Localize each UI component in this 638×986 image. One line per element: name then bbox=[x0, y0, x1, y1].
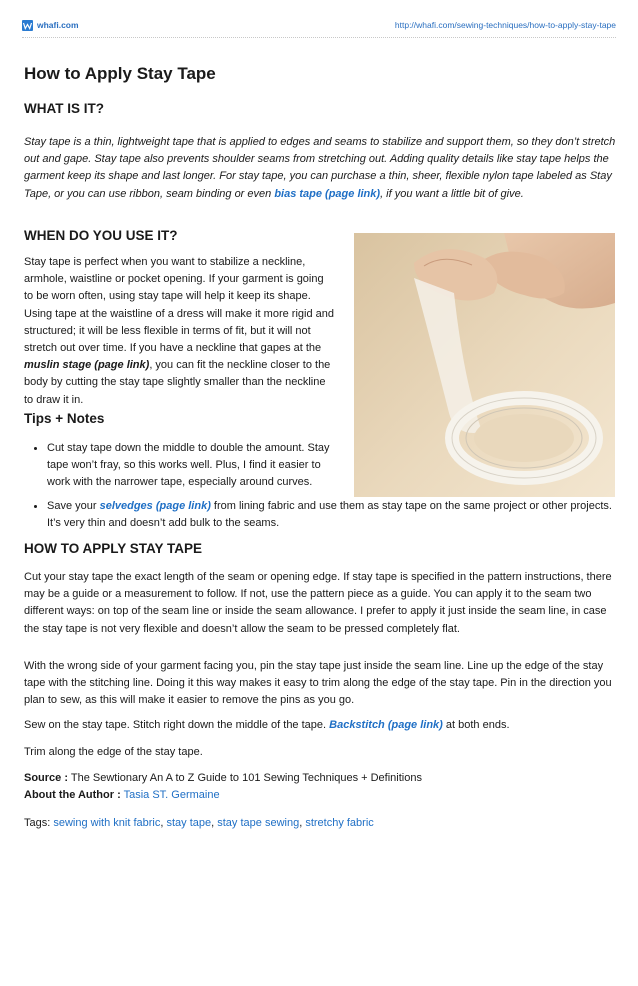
backstitch-link[interactable]: Backstitch (page link) bbox=[329, 719, 443, 731]
selvedges-link[interactable]: selvedges (page link) bbox=[99, 499, 211, 512]
source-text: The Sewtionary An A to Z Guide to 101 Sewing Techniques + Definitions bbox=[68, 772, 422, 784]
author-label: About the Author : bbox=[24, 789, 121, 802]
tags-label: Tags: bbox=[24, 817, 54, 829]
tag-link[interactable]: sewing with knit fabric bbox=[53, 817, 161, 829]
page-url-link[interactable]: http://whafi.com/sewing-techniques/how-to-apply-stay-tape bbox=[394, 20, 616, 30]
how-paragraph-3 bbox=[24, 717, 616, 734]
how-p3-text-a: Sew on the stay tape. Stitch right down the middle of the tape. bbox=[24, 719, 330, 731]
bias-tape-link[interactable]: bias tape (page link) bbox=[274, 187, 381, 200]
what-text-b: , if you want a little bit of give. bbox=[380, 187, 524, 200]
list-item bbox=[24, 498, 616, 532]
how-paragraph-4: Trim along the edge of the stay tape. bbox=[24, 746, 203, 758]
when-text-a: Stay tape is perfect when you want to stabilize a neckline, armhole, waistline or pocket opening. If your garment is going to be worn often, using stay tape will help it keep its shape. Using tape at the waistline of a dress will make it more rigid and structured; it will be less flexible in terms of fit, but it will not stretch out over time. If you have a neckline that gapes at the bbox=[24, 256, 334, 355]
how-paragraph-2: With the wrong side of your garment facing you, pin the stay tape just inside the seam line. Line up the edge of the stay tape with the stitching line. Doing it this way makes it easy to trim along the edge of the stay tape. Pin in the direction you plan to sew, as this will make it easier to remove the pins as you go. bbox=[24, 660, 612, 707]
source-label: Source : bbox=[24, 772, 69, 784]
tag-link[interactable]: stay tape sewing bbox=[217, 817, 300, 829]
page-header bbox=[22, 20, 616, 34]
how-to-apply-heading: HOW TO APPLY STAY TAPE bbox=[24, 541, 203, 556]
header-divider bbox=[22, 37, 616, 38]
author-link[interactable]: Tasia ST. Germaine bbox=[123, 789, 220, 802]
whafi-logo-icon bbox=[22, 20, 33, 31]
when-heading: WHEN DO YOU USE IT? bbox=[24, 228, 178, 243]
when-text-b: , you can fit the neckline closer to the body by cutting the stay tape slightly smaller than the neckline to draw it in. bbox=[24, 359, 331, 406]
site-name-link[interactable]: whafi.com bbox=[37, 20, 79, 30]
tag-link[interactable]: stretchy fabric bbox=[305, 817, 374, 829]
tags-line: Tags: sewing with knit fabric, stay tape, stay tape sewing, stretchy fabric bbox=[24, 817, 374, 829]
list-item bbox=[24, 440, 616, 492]
tip-1-text: Cut stay tape down the middle to double the amount. Stay tape won’t fray, so this works well. Plus, I find it easier to work with the narrower tape, especially around curves. bbox=[47, 442, 330, 489]
when-paragraph bbox=[24, 254, 334, 409]
what-text-a: Stay tape is a thin, lightweight tape that is applied to edges and seams to stabilize and support them, so they don’t stretch out and gape. Stay tape also prevents shoulder seams from stretching out. Adding quality details like stay tape helps the garment keep its shape and last longer. For stay tape, you can purchase a thin, sheer, flexible nylon tape labeled as Stay Tape, or you can use ribbon, seam binding or even bbox=[24, 136, 616, 200]
page-title: How to Apply Stay Tape bbox=[24, 64, 216, 83]
how-paragraph-1: Cut your stay tape the exact length of the seam or opening edge. If stay tape is specified in the pattern instructions, there may be a guide or a measurement to follow. If not, use the pattern piece as a guide. You can apply it to the seam two different ways: on top of the seam line or inside the seam allowance. I prefer to apply it just inside the seam line, in case the stay tape is not very flexible and doesn’t allow the seam to be pressed completely flat. bbox=[24, 571, 612, 635]
tip-2-text-b: from lining fabric and use them as stay tape on the same project or other projects. It’s very thin and doesn’t add bulk to the seams. bbox=[47, 499, 612, 529]
tip-2-text-a: Save your bbox=[47, 499, 100, 512]
tips-list bbox=[24, 440, 616, 532]
tips-heading: Tips + Notes bbox=[24, 411, 105, 426]
what-is-it-heading: WHAT IS IT? bbox=[24, 101, 104, 116]
source-block bbox=[24, 770, 616, 804]
how-p3-text-b: at both ends. bbox=[442, 719, 510, 731]
muslin-stage-link[interactable]: muslin stage (page link) bbox=[24, 359, 150, 372]
tag-link[interactable]: stay tape bbox=[166, 817, 212, 829]
what-is-it-paragraph bbox=[24, 134, 616, 203]
